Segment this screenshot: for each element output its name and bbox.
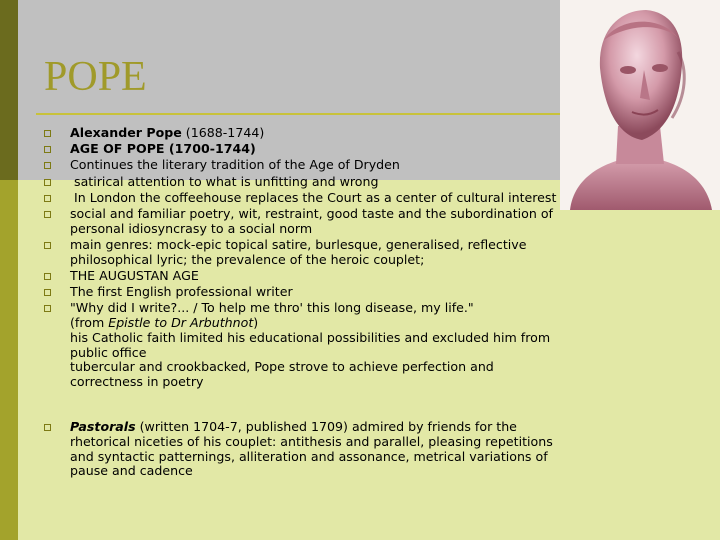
bullet-list (44, 126, 564, 481)
quote-source (70, 316, 564, 331)
portrait-bust-image (560, 0, 720, 210)
bullet-subline: his Catholic faith limited his educational possibilities and excluded him from public office (70, 329, 551, 360)
title-underline-rule (36, 113, 566, 115)
list-item (44, 269, 564, 284)
bullet-square-icon (44, 289, 51, 296)
bullet-square-icon (44, 195, 51, 202)
quote-source-title: Epistle to Dr Arbuthnot (108, 315, 254, 331)
list-item (44, 142, 564, 157)
list-item (44, 191, 564, 206)
list-item (44, 238, 564, 268)
bullet-square-icon (44, 211, 51, 218)
list-item (44, 285, 564, 300)
bullet-text: THE AUGUSTAN AGE (70, 267, 199, 283)
list-item (44, 207, 564, 237)
bullet-square-icon (44, 179, 51, 186)
portrait-bust-icon (560, 0, 720, 210)
list-item (44, 175, 564, 190)
bullet-square-icon (44, 424, 51, 431)
list-item (44, 158, 564, 173)
bullet-text: The first English professional writer (70, 284, 293, 300)
bullet-text: Continues the literary tradition of the Age of Dryden (70, 157, 400, 173)
list-item (44, 301, 564, 390)
pastorals-title: Pastorals (70, 419, 136, 435)
left-accent-bar-top (0, 0, 18, 180)
bullet-square-icon (44, 273, 51, 280)
bullet-square-icon (44, 130, 51, 137)
list-item (44, 126, 564, 141)
bullet-text: In London the coffeehouse replaces the Court as a center of cultural interest (70, 189, 557, 205)
bullet-square-icon (44, 242, 51, 249)
bullet-square-icon (44, 162, 51, 169)
bullet-text: social and familiar poetry, wit, restraint, good taste and the subordination of personal idiosyncrasy to a social norm (70, 205, 553, 236)
bullet-text: main genres: mock-epic topical satire, burlesque, generalised, reflective philosophical lyric; the prevalence of the heroic couplet; (70, 236, 527, 267)
age-heading: AGE OF POPE (1700-1744) (70, 141, 256, 157)
bullet-text: satirical attention to what is unfitting and wrong (70, 173, 379, 189)
bullet-square-icon (44, 146, 51, 153)
bullet-text: (written 1704-7, published 1709) admired by friends for the rhetorical niceties of his couplet: antithesis and parallel, pleasing repetitions and syntactic patternings, alliteration and assonance, metrical variations of pause and cadence (70, 419, 553, 479)
left-accent-bar-bottom (0, 180, 18, 540)
list-item (44, 420, 564, 479)
quote-source-prefix: (from (70, 315, 109, 331)
slide-title: POPE (44, 54, 147, 100)
bullet-square-icon (44, 305, 51, 312)
bullet-subline: tubercular and crookbacked, Pope strove to achieve perfection and correctness in poetry (70, 359, 494, 390)
quote-source-suffix: ) (253, 315, 259, 331)
author-name: Alexander Pope (70, 125, 182, 140)
author-dates: (1688-1744) (181, 125, 265, 140)
quote-line: "Why did I write?... / To help me thro' this long disease, my life." (70, 300, 474, 316)
